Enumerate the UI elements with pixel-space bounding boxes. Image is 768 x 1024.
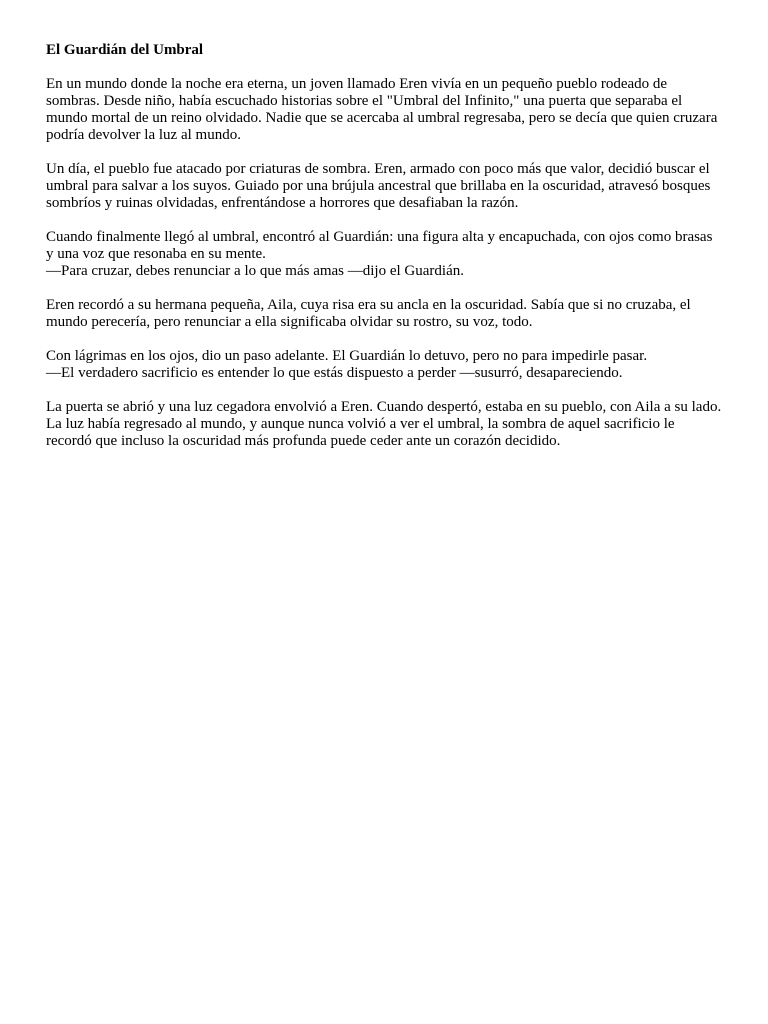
paragraph-5 xyxy=(46,348,722,382)
paragraph-text: Con lágrimas en los ojos, dio un paso adelante. El Guardián lo detuvo, pero no para impedirle pasar. xyxy=(46,348,648,364)
paragraph-2 xyxy=(46,161,722,212)
paragraph-text: Eren recordó a su hermana pequeña, Aila, cuya risa era su ancla en la oscuridad. Sabía que si no cruzaba, el mundo perecería, pero renunciar a ella significaba olvidar su rostro, su voz, todo. xyxy=(46,297,691,330)
paragraph-4 xyxy=(46,297,722,331)
paragraph-6 xyxy=(46,399,722,450)
dialogue-line: —Para cruzar, debes renunciar a lo que más amas —dijo el Guardián. xyxy=(46,263,464,279)
paragraph-text: La puerta se abrió y una luz cegadora envolvió a Eren. Cuando despertó, estaba en su pueblo, con Aila a su lado. La luz había regresado al mundo, y aunque nunca volvió a ver el umbral, la sombra de aquel sacrificio le recordó que incluso la oscuridad más profunda puede ceder ante un corazón decidido. xyxy=(46,399,722,449)
paragraph-text: En un mundo donde la noche era eterna, un joven llamado Eren vivía en un pequeño pueblo rodeado de sombras. Desde niño, había escuchado historias sobre el "Umbral del Infinito," una puerta que separaba el mundo mortal de un reino olvidado. Nadie que se acercaba al umbral regresaba, pero se decía que quien cruzara podría devolver la luz al mundo. xyxy=(46,76,718,143)
paragraph-1 xyxy=(46,76,722,144)
dialogue-line: —El verdadero sacrificio es entender lo que estás dispuesto a perder —susurró, desapareciendo. xyxy=(46,365,623,381)
paragraph-text: Un día, el pueblo fue atacado por criaturas de sombra. Eren, armado con poco más que valor, decidió buscar el umbral para salvar a los suyos. Guiado por una brújula ancestral que brillaba en la oscuridad, atravesó bosques sombríos y ruinas olvidadas, enfrentándose a horrores que desafiaban la razón. xyxy=(46,161,711,211)
paragraph-3 xyxy=(46,229,722,280)
paragraph-text: Cuando finalmente llegó al umbral, encontró al Guardián: una figura alta y encapuchada, con ojos como brasas y una voz que resonaba en su mente. xyxy=(46,229,713,262)
document-page xyxy=(46,42,722,467)
document-title: El Guardián del Umbral xyxy=(46,42,204,58)
